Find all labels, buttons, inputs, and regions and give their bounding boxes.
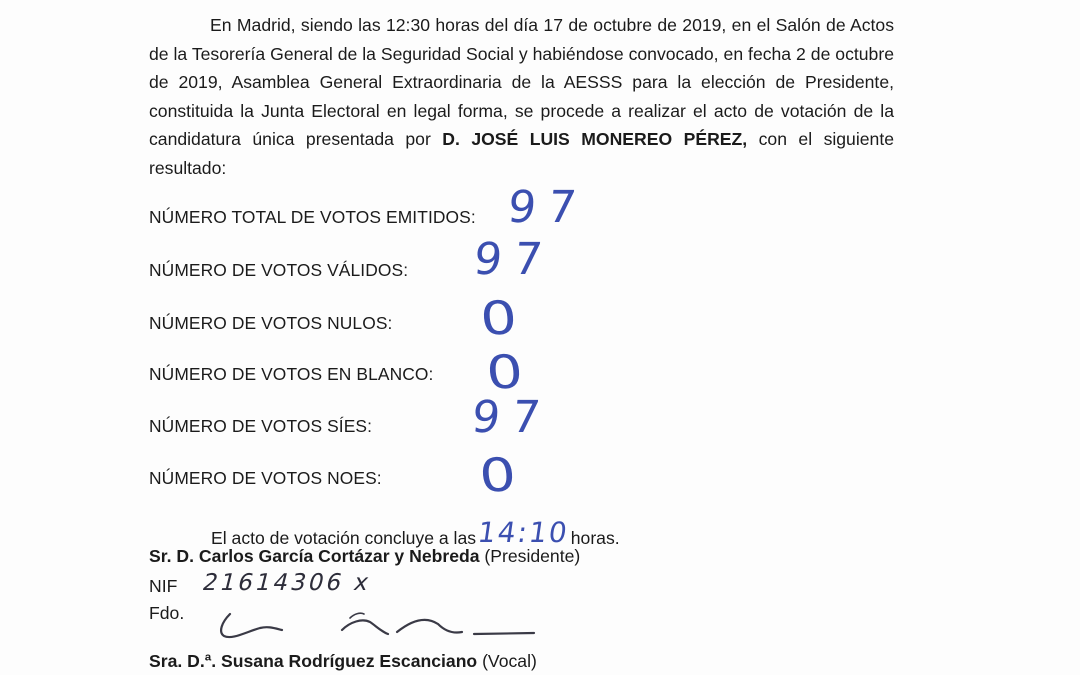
votes-no-value: 0 [477,447,519,503]
votes-total-label: NÚMERO TOTAL DE VOTOS EMITIDOS: [149,207,476,227]
votes-total-value: 97 [505,182,591,233]
president-name: Sr. D. Carlos García Cortázar y Nebreda [149,546,480,566]
president-signature [212,608,542,648]
nif-value: 21614306 x [199,570,375,596]
closing-prefix: El acto de votación concluye a las [211,528,477,548]
votes-blank-value: 0 [484,344,526,400]
vocal-line [149,651,537,672]
intro-paragraph [149,11,894,183]
votes-yes-value: 97 [469,392,555,443]
votes-no-label: NÚMERO DE VOTOS NOES: [149,468,382,488]
intro-text: En Madrid, siendo las 12:30 horas del día 17 de octubre de 2019, en el Salón de Actos de la Tesorería General de la Seguridad Social y habiéndose convocado, en fecha 2 de octubre de 2019, Asamblea General Extraordinaria de la AESSS para la elección de Presidente, constituida la Junta Electoral en legal forma, se procede a realizar el acto de votación de la candidatura única presentada por [149,15,894,150]
votes-yes-label: NÚMERO DE VOTOS SÍES: [149,416,373,436]
signature-label: Fdo. [149,603,185,623]
candidate-name: D. JOSÉ LUIS MONEREO PÉREZ, [442,129,748,150]
vocal-role: (Vocal) [482,651,537,671]
president-line [149,546,580,567]
votes-null-label: NÚMERO DE VOTOS NULOS: [149,313,393,333]
president-role: (Presidente) [484,546,581,566]
vocal-name: Sra. D.ª. Susana Rodríguez Escanciano [149,651,478,671]
votes-valid-value: 97 [471,234,557,285]
votes-null-value: 0 [478,290,520,346]
votes-blank-label: NÚMERO DE VOTOS EN BLANCO: [149,364,434,384]
closing-suffix: horas. [570,528,620,548]
votes-valid-label: NÚMERO DE VOTOS VÁLIDOS: [149,260,409,280]
nif-label: NIF [149,576,178,596]
closing-time: 14:10 [475,516,572,549]
intro-text-end: con el siguiente resultado: [149,129,894,178]
